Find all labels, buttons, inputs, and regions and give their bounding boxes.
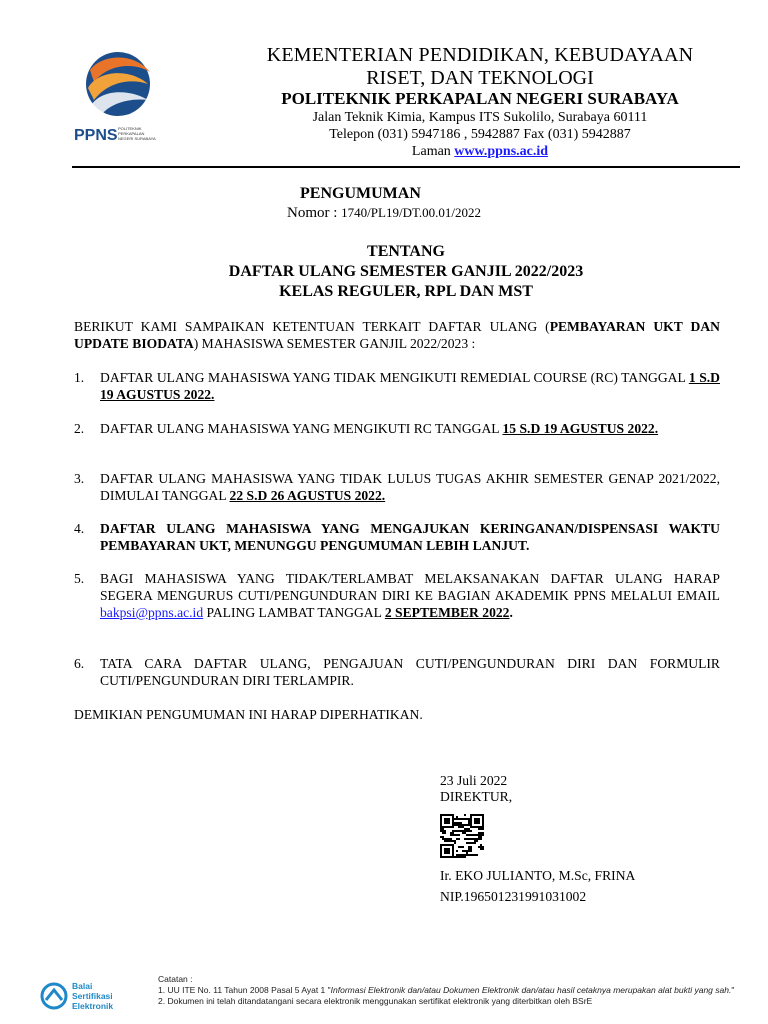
- intro-emphasis: PEMBAYARAN UKT DAN UPDATE BIODATA: [74, 319, 720, 351]
- logo-subtext: POLITEKNIK: [118, 126, 142, 131]
- qr-code-icon: [440, 814, 484, 858]
- intro-text: BERIKUT KAMI SAMPAIKAN KETENTUAN TERKAIT DAFTAR ULANG (: [74, 319, 550, 334]
- list-text: [100, 420, 720, 437]
- list-number: 2.: [74, 421, 85, 436]
- website-link[interactable]: www.ppns.ac.id: [454, 144, 549, 159]
- item-text: PALING LAMBAT TANGGAL: [203, 605, 385, 620]
- list-number: 3.: [74, 471, 85, 486]
- item-date: 2 SEPTEMBER 2022: [384, 605, 510, 620]
- list-text: DAFTAR ULANG MAHASISWA YANG MENGAJUKAN KERINGANAN/DISPENSASI WAKTU PEMBAYARAN UKT, MENUNGGU PENGUMUMAN LEBIH LANJUT.: [100, 521, 720, 553]
- list-number: 6.: [74, 656, 85, 671]
- announcement-title: PENGUMUMAN: [300, 185, 421, 202]
- subject-heading: TENTANG: [367, 243, 445, 260]
- signature-role: DIREKTUR,: [440, 789, 513, 804]
- institution-address: Jalan Teknik Kimia, Kampus ITS Sukolilo, Surabaya 60111: [312, 110, 648, 125]
- note-text: ": [731, 985, 735, 995]
- list-text: [100, 570, 720, 621]
- institution-name: POLITEKNIK PERKAPALAN NEGERI SURABAYA: [281, 89, 679, 108]
- subject-subtitle: KELAS REGULER, RPL DAN MST: [279, 283, 533, 300]
- logo-subtext: NEGERI SURABAYA: [118, 136, 156, 141]
- subject-title: DAFTAR ULANG SEMESTER GANJIL 2022/2023: [228, 263, 584, 280]
- institution-website: [220, 144, 740, 160]
- item-text: .: [509, 605, 513, 620]
- item-date: 22 S.D 26 AGUSTUS 2022.: [229, 488, 386, 503]
- bsre-text: Sertifikasi: [72, 991, 113, 1001]
- list-number: 1.: [74, 370, 85, 385]
- list-number: 5.: [74, 571, 85, 586]
- signatory-name: Ir. EKO JULIANTO, M.Sc, FRINA: [440, 868, 636, 883]
- bsre-text: Balai: [72, 981, 93, 991]
- item-text: DAFTAR ULANG MAHASISWA YANG TIDAK LULUS TUGAS AKHIR SEMESTER GENAP 2021/2022, DIMULAI TANGGAL: [100, 471, 720, 503]
- item-date: 15 S.D 19 AGUSTUS 2022.: [502, 421, 659, 436]
- note-text: 1. UU ITE No. 11 Tahun 2008 Pasal 5 Ayat 1 ": [158, 985, 331, 995]
- ministry-name-line1: KEMENTERIAN PENDIDIKAN, KEBUDAYAAN: [266, 44, 694, 66]
- note-quote: Informasi Elektronik dan/atau Dokumen Elektronik dan/atau hasil cetaknya merupakan alat bukti yang sah.: [330, 985, 732, 995]
- logo-subtext: PERKAPALAN: [118, 131, 145, 136]
- footer-note-2: 2. Dokumen ini telah ditandatangani secara elektronik menggunakan sertifikat elektronik yang diterbitkan oleh BSrE: [158, 996, 593, 1006]
- email-link[interactable]: bakpsi@ppns.ac.id: [100, 605, 204, 620]
- bsre-text: Elektronik: [72, 1001, 114, 1011]
- list-number: 4.: [74, 521, 85, 536]
- list-text: TATA CARA DAFTAR ULANG, PENGAJUAN CUTI/PENGUNDURAN DIRI DAN FORMULIR CUTI/PENGUNDURAN DIRI TERLAMPIR.: [100, 656, 720, 688]
- footer-label: Catatan :: [158, 974, 193, 984]
- announcement-number: [287, 205, 481, 222]
- item-text: DAFTAR ULANG MAHASISWA YANG TIDAK MENGIKUTI REMEDIAL COURSE (RC) TANGGAL: [100, 370, 689, 385]
- item-date: 1 S.D 19 AGUSTUS 2022.: [100, 370, 720, 402]
- ministry-name-line2: RISET, DAN TEKNOLOGI: [366, 67, 594, 89]
- list-text: [100, 470, 720, 504]
- item-text: DAFTAR ULANG MAHASISWA YANG MENGIKUTI RC TANGGAL: [100, 421, 503, 436]
- signature-date: 23 Juli 2022: [440, 773, 508, 788]
- institution-phone: Telepon (031) 5947186 , 5942887 Fax (031) 5942887: [329, 127, 631, 142]
- intro-text: ) MAHASISWA SEMESTER GANJIL 2022/2023 :: [193, 336, 476, 351]
- closing-statement: DEMIKIAN PENGUMUMAN INI HARAP DIPERHATIKAN.: [74, 707, 423, 722]
- number-label: Nomor :: [287, 205, 342, 221]
- footer-note-1: [158, 985, 734, 996]
- footer-notes: [158, 974, 734, 1007]
- signatory-nip: NIP.196501231991031002: [440, 889, 587, 904]
- intro-paragraph: [74, 318, 720, 352]
- number-value: 1740/PL19/DT.00.01/2022: [341, 205, 482, 220]
- letterhead-divider: [72, 166, 740, 168]
- logo-text: PPNS: [74, 127, 118, 144]
- item-text: BAGI MAHASISWA YANG TIDAK/TERLAMBAT MELAKSANAKAN DAFTAR ULANG HARAP SEGERA MENGURUS CUTI/PENGUNDURAN DIRI KE BAGIAN AKADEMIK PPNS MELALUI EMAIL: [100, 571, 720, 603]
- bsre-logo: [40, 978, 140, 1014]
- ppns-logo: [72, 48, 162, 148]
- list-text: [100, 369, 720, 403]
- website-label: Laman: [411, 144, 455, 159]
